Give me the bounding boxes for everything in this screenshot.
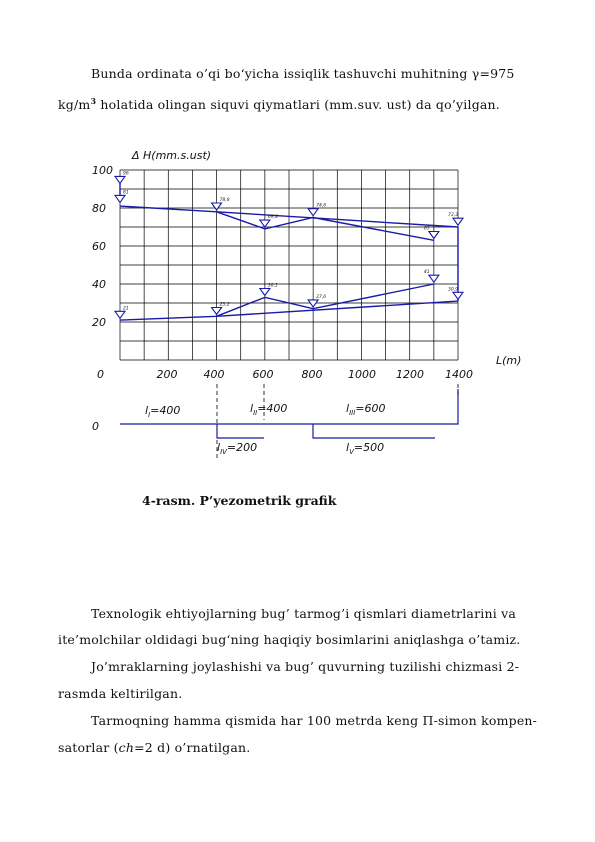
- segment-label-i: $l_I=400$: [145, 404, 181, 419]
- segment-label-iv: $l_{IV}=200$: [217, 441, 258, 456]
- x-tick-label: 200: [156, 368, 178, 381]
- marker-value-label: 96: [123, 171, 129, 177]
- branch-iv-line: [217, 424, 264, 438]
- x-tick-label: 1200: [396, 368, 424, 381]
- level-marker: [260, 220, 270, 227]
- y-tick-label: 40: [92, 278, 106, 291]
- level-marker: [115, 311, 125, 318]
- y-axis-label: Δ H(mm.s.ust): [132, 149, 212, 162]
- marker-value-label: 65: [423, 226, 430, 232]
- x-tick-label: 0: [97, 368, 104, 381]
- paragraph-2-line-1: Jo’mraklarning joylashishi va bug’ quvurning tuzilishi chizmasi 2-: [91, 659, 520, 674]
- branch-v-line: [313, 424, 435, 438]
- level-marker: [429, 232, 439, 239]
- segment-label-v: $l_V=500$: [346, 441, 385, 456]
- level-marker: [115, 176, 125, 183]
- paragraph-1-line-1: Texnologik ehtiyojlarning bug’ tarmog’i qismlari diametrlarini va: [91, 606, 516, 621]
- level-marker: [308, 209, 318, 216]
- level-marker: [429, 275, 439, 282]
- marker-value-label: 74,6: [316, 203, 327, 209]
- level-marker: [260, 289, 270, 296]
- level-marker: [308, 300, 318, 307]
- x-tick-label: 400: [203, 368, 225, 381]
- x-tick-label: 800: [301, 368, 323, 381]
- level-marker: [115, 195, 125, 202]
- scheme-zero-label: 0: [92, 420, 99, 433]
- x-tick-label: 600: [252, 368, 274, 381]
- level-marker: [212, 203, 222, 210]
- segment-label-ii: $l_{II}=400$: [250, 402, 288, 417]
- level-marker: [453, 218, 463, 225]
- marker-value-label: 23,2: [219, 302, 230, 308]
- marker-value-label: 78,8: [219, 198, 230, 203]
- marker-value-label: 30,9: [448, 287, 459, 293]
- y-tick-label: 80: [92, 202, 106, 215]
- figure-caption: 4-rasm. P’yezometrik grafik: [142, 493, 337, 508]
- paragraph-2-line-2: rasmda keltirilgan.: [58, 686, 183, 701]
- segment-label-iii: $l_{III}=600$: [346, 402, 386, 417]
- segment-scheme: [92, 384, 458, 460]
- x-tick-label: 1000: [348, 368, 376, 381]
- y-tick-label: 20: [92, 316, 106, 329]
- intro-line-1: Bunda ordinata o’qi bo‘yicha issiqlik tashuvchi muhitning γ=975: [91, 66, 515, 81]
- x-tick-label: 1400: [445, 368, 473, 381]
- chart-grid: [120, 170, 458, 360]
- marker-value-label: 21: [123, 306, 129, 312]
- paragraph-3-line-1: Tarmoqning hamma qismida har 100 metrda keng Π-simon kompen-: [91, 713, 538, 728]
- series-line-4: [217, 284, 434, 316]
- x-axis-label: L(m): [496, 354, 522, 367]
- marker-value-label: 41: [423, 270, 430, 276]
- paragraph-1-line-2: ite’molchilar oldidagi bug‘ning haqiqiy bosimlarini aniqlashga o’tamiz.: [58, 632, 521, 647]
- paragraph-3-line-2: satorlar (ch=2 d) o’rnatilgan.: [58, 740, 251, 755]
- marker-value-label: 30,1: [267, 283, 278, 289]
- marker-value-label: 73,3: [448, 213, 459, 219]
- marker-value-label: 81: [123, 190, 129, 196]
- marker-value-label: 69,8: [267, 215, 278, 221]
- series-line-3: [217, 212, 434, 241]
- level-marker: [453, 292, 463, 299]
- y-tick-label: 60: [92, 240, 106, 253]
- marker-value-label: 27,6: [316, 294, 327, 300]
- intro-line-2: $kg/m^3$ holatida olingan siquvi qiymatlari (mm.suv. ust) da qo’yilgan.: [58, 96, 500, 113]
- level-marker: [212, 308, 222, 315]
- y-tick-label: 100: [92, 164, 113, 177]
